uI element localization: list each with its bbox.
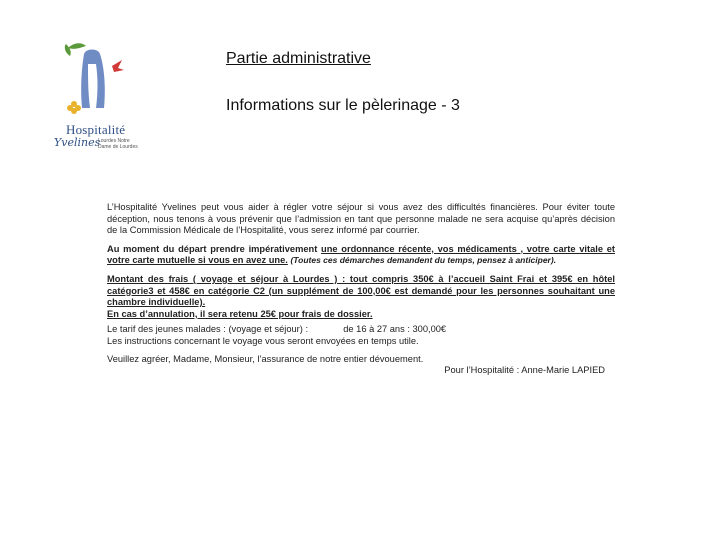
paragraph-financial-help: L’Hospitalité Yvelines peut vous aider à régler votre séjour si vous avez des difficultés financières. Pour éviter toute déception, nous tenons à vous prévenir que l’admission en tant que personne malade ne sera acquise qu’après décision de la Commission Médicale de l’Hospitalité, vous serez informé par courrier.	[107, 202, 615, 236]
paragraph-instructions: Les instructions concernant le voyage vous seront envoyées en temps utile.	[107, 335, 419, 346]
madonna-icon	[52, 36, 142, 126]
signature: Pour l’Hospitalité : Anne-Marie LAPIED	[444, 365, 605, 376]
paragraph-youth-rate	[107, 324, 615, 336]
hospitalite-logo	[52, 36, 142, 154]
departure-note: (Toutes ces démarches demandent du temps, pensez à anticiper).	[290, 255, 557, 266]
departure-intro: Au moment du départ prendre impérativement	[107, 243, 322, 254]
letter-body	[107, 202, 615, 377]
logo-script: Yvelines	[54, 136, 101, 149]
paragraph-costs: Montant des frais ( voyage et séjour à Lourdes ) : tout compris 350€ à l’accueil Saint Frai et 395€ en hôtel catégorie3 et 458€ en catégorie C2 (un supplément de 100,00€ est demandé pour les personnes souhaitant une chambre individuelle).	[107, 273, 615, 308]
youth-rate-value: de 16 à 27 ans : 300,00€	[343, 324, 447, 335]
logo-small-text-1: Lourdes Notre	[98, 138, 130, 144]
paragraph-cancellation: En cas d’annulation, il sera retenu 25€ pour frais de dossier.	[107, 308, 373, 319]
page-subtitle: Informations sur le pèlerinage - 3	[226, 97, 460, 114]
logo-small-text-2: Dame de Lourdes	[98, 144, 138, 150]
page-title: Partie administrative	[226, 50, 371, 67]
youth-rate-label: Le tarif des jeunes malades : (voyage et séjour) :	[107, 324, 309, 335]
paragraph-closing: Veuillez agréer, Madame, Monsieur, l’assurance de notre entier dévouement.	[107, 353, 424, 364]
logo-word: Hospitalité	[66, 122, 126, 137]
paragraph-departure	[107, 244, 615, 267]
departure-documents: une ordonnance récente, vos médicaments , votre carte vitale et votre carte mutuelle si vous en avez une.	[107, 243, 615, 266]
